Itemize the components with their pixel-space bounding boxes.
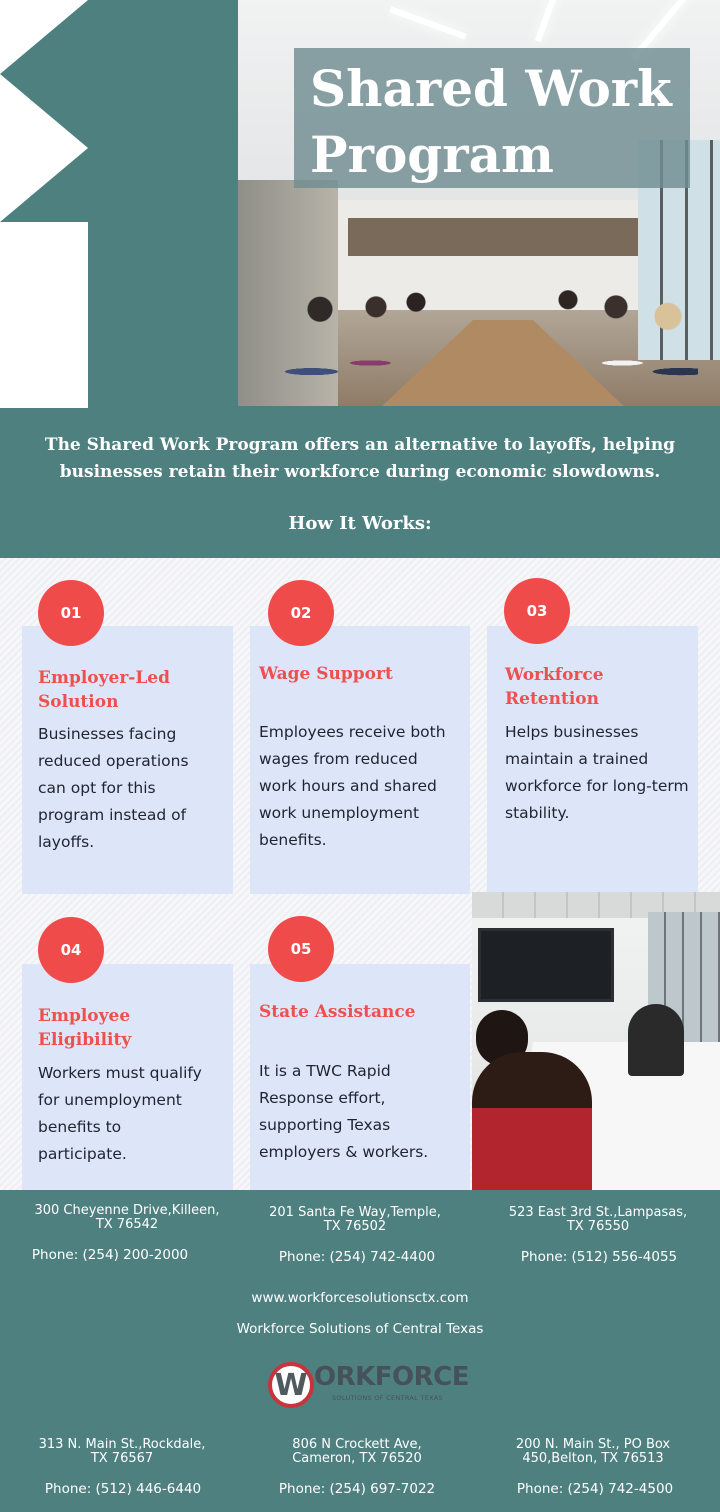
page-title: Shared Work Program <box>310 59 672 184</box>
step-text: Helps businesses maintain a trained workforce for long-term stability. <box>505 723 689 822</box>
title-box <box>294 48 690 188</box>
office-phone: Phone: (254) 697-7022 <box>278 1481 436 1497</box>
office-phone: Phone: (254) 742-4400 <box>278 1249 436 1265</box>
office-address: 313 N. Main St.,Rockdale, TX 76567 <box>38 1437 206 1466</box>
step-card-01 <box>22 626 233 894</box>
office-address: 806 N Crockett Ave, Cameron, TX 76520 <box>292 1437 422 1466</box>
intro-band <box>0 408 720 558</box>
footer <box>0 1190 720 1512</box>
office-phone: Phone: (254) 742-4500 <box>516 1481 674 1497</box>
chevron-decoration <box>0 148 88 222</box>
office-address: 201 Santa Fe Way,Temple, TX 76502 <box>269 1205 441 1234</box>
workforce-logo <box>266 1358 469 1412</box>
chevron-decoration <box>0 0 88 74</box>
office-address: 200 N. Main St., PO Box 450,Belton, TX 76513 <box>515 1437 671 1466</box>
step-title: Employer-Led Solution <box>38 668 170 712</box>
office-phone: Phone: (512) 556-4055 <box>520 1249 678 1265</box>
step-card-02 <box>250 626 470 894</box>
how-it-works-heading: How It Works: <box>288 513 432 534</box>
step-number-badge: 04 <box>38 917 104 983</box>
office-address: 523 East 3rd St.,Lampasas, TX 76550 <box>508 1205 688 1234</box>
logo-subtitle: SOLUTIONS OF CENTRAL TEXAS <box>332 1394 444 1402</box>
website-link[interactable]: www.workforcesolutionsctx.com <box>251 1290 469 1306</box>
step-card-05 <box>250 964 470 1190</box>
logo-wordmark: ORKFORCE <box>314 1362 469 1392</box>
step-title: Employee Eligibility <box>38 1006 132 1050</box>
step-number-badge: 02 <box>268 580 334 646</box>
chevron-decoration <box>0 222 88 408</box>
step-text: Workers must qualify for unemployment benefits to participate. <box>38 1064 202 1163</box>
step-number-badge: 03 <box>504 578 570 644</box>
step-text: Businesses facing reduced operations can opt for this program instead of layoffs. <box>38 725 189 851</box>
step-number-badge: 01 <box>38 580 104 646</box>
step-title: Wage Support <box>259 664 393 684</box>
office-phone: Phone: (512) 446-6440 <box>44 1481 202 1497</box>
step-card-04 <box>22 964 233 1190</box>
office-meeting-photo <box>472 892 720 1190</box>
logo-mark: W <box>268 1362 314 1408</box>
step-title: Workforce Retention <box>505 665 604 709</box>
step-title: State Assistance <box>259 1002 416 1022</box>
hero-section <box>0 0 720 408</box>
office-address: 300 Cheyenne Drive,Killeen, TX 76542 <box>34 1203 220 1232</box>
step-text: Employees receive both wages from reduced work hours and shared work unemployment benefits. <box>259 723 446 849</box>
office-phone: Phone: (254) 200-2000 <box>31 1247 189 1263</box>
organization-name: Workforce Solutions of Central Texas <box>236 1321 484 1337</box>
step-text: It is a TWC Rapid Response effort, supporting Texas employers & workers. <box>259 1062 429 1161</box>
step-card-03 <box>487 626 698 894</box>
intro-text: The Shared Work Program offers an alternative to layoffs, helping businesses retain their workforce during economic slowdowns. <box>44 435 676 482</box>
chevron-decoration <box>0 74 88 148</box>
step-number-badge: 05 <box>268 916 334 982</box>
